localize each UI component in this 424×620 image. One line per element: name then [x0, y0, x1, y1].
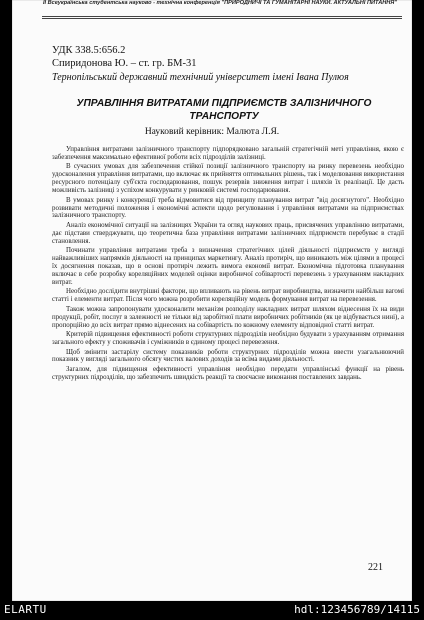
- institution-line: Тернопільський державний технічний університет імені Івана Пулюя: [52, 72, 349, 83]
- paragraph-10: Загалом, для підвищення ефективності управління необхідно передати управлінські функції на рівень структурних підрозділів, що забезпечить швидкість реакції та своєчасне виконання поставлених завдань.: [52, 365, 404, 381]
- paragraph-1: Управління витратами залізничного транспорту підпорядковано загальній стратегічній меті управління, якою є забезпечення максимально ефективної роботи всіх підрозділів залізниці.: [52, 146, 404, 161]
- paragraph-9: Щоб змінити застарілу систему показників роботи структурних підрозділів можна ввести узагальнюючий показник у вигляді загального обсягу чистих валових доходів за всіма видами діяльності.: [52, 348, 404, 364]
- author-line: Спиридонова Ю. – ст. гр. БМ-31: [52, 58, 197, 69]
- document-page: [12, 0, 412, 601]
- paragraph-6: Необхідно дослідити внутрішні фактори, що впливають на рівень витрат виробництва, визначити найбільш вагомі статті і елементи витрат. Після чого можна розробити кореляційну модель формування витрат на перевезення.: [52, 288, 404, 304]
- paragraph-4: Аналіз економічної ситуації на залізницях України та огляд наукових праць, присвячених управлінню витратами, дає підстави стверджувати, що теоретична база управління витратами залізничних підприємств перебуває в стадії становлення.: [52, 221, 404, 245]
- udc-code: УДК 338.5:656.2: [52, 45, 126, 56]
- article-body: [52, 146, 404, 383]
- header-rule: [42, 16, 402, 19]
- supervisor-line: Науковий керівник: Малюта Л.Я.: [144, 127, 280, 137]
- article-title: УПРАВЛІННЯ ВИТРАТАМИ ПІДПРИЄМСТВ ЗАЛІЗНИЧНОГО ТРАНСПОРТУ: [76, 98, 372, 122]
- paragraph-8: Критерій підвищення ефективності роботи структурних підрозділів необхідно будувати з урахуванням отримання загального ефекту у споживачів і суміжників в єдиному процесі перевезення.: [52, 331, 404, 346]
- repository-label: ELARTU: [4, 603, 47, 616]
- paragraph-2: В сучасних умовах для забезпечення стійкої позиції залізничного транспорту на ринку перевезень необхідно удосконалення управління витратами, що включає як прийняття оптимальних рішень, так і моделювання використання ресурсного потенціалу суб'єкта господарювання, пошук резервів зниження витрат і шляхів їх реалізації. Це дасть можливість залізниці з успіхом конкурувати у ринковій системі господарювання.: [52, 163, 404, 195]
- paragraph-5: Починати управління витратами треба з визначення стратегічних цілей діяльності підприємств у вигляді найважливіших напрямків діяльності на принципах маркетингу. Аналіз протиріч, що виникають між цілями в процесі їх досягнення показав, що в основі протиріч лежить вимога економії витрат. Економічна підготовка планування включає в себе розробку кореляційних моделей оцінки виробничої собівартості перевезень з урахуванням накладних витрат.: [52, 247, 404, 286]
- page-number: 221: [368, 562, 383, 573]
- handle-identifier: hdl:123456789/14115: [294, 603, 420, 616]
- paragraph-7: Також можна запропонувати удосконалити механізм розподілу накладних витрат шляхом віднесення їх на види продукції, робіт, послуг в залежності не тільки від заробітної плати виробничих робітників (як це відбувається нині), а пропорційно до всіх витрат прямо віднесених на собівартість по кожному елементу відповідної статті витрат.: [52, 305, 404, 329]
- paragraph-3: В умовах ринку і конкуренції треба відмовитися від принципу планування витрат "від досягнутого". Необхідно розвивати методичні положення і економічні аспекти щодо регулювання і управління витратами на підприємствах залізничного транспорту.: [52, 196, 404, 220]
- conference-header: ІІ Всеукраїнська студентська науково - технічна конференція "ПРИРОДНИЧІ ТА ГУМАНІТАРНІ НАУКИ. АКТУАЛЬНІ ПИТАННЯ": [42, 0, 398, 6]
